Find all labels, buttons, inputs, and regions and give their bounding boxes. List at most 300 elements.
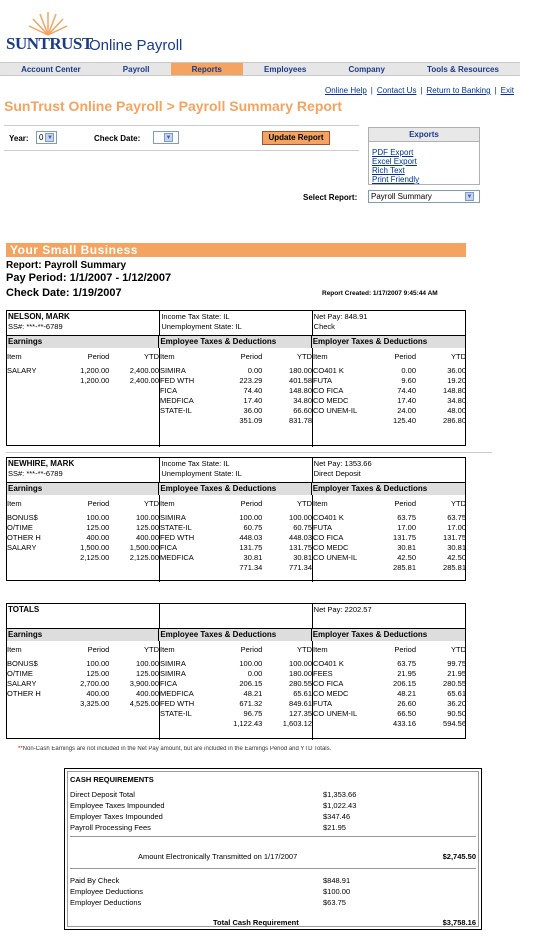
pdf-export-link[interactable]: PDF Export — [372, 148, 414, 157]
period-value: 21.95 — [397, 669, 416, 678]
item-name: FEES — [313, 669, 333, 678]
state-info — [159, 311, 311, 335]
block-header — [7, 458, 465, 483]
period-value: 400.00 — [86, 533, 110, 542]
col-period: Period — [394, 352, 416, 361]
period-value: 2,700.00 — [80, 679, 110, 688]
item-name: CO UNEM-IL — [313, 553, 358, 562]
exports-panel — [368, 127, 480, 185]
ytd-value: 65.61 — [447, 689, 466, 698]
ytd-value: 280.55 — [289, 679, 312, 688]
employee-info — [7, 311, 159, 335]
period-value: 448.03 — [239, 533, 263, 542]
col-ytd: YTD — [144, 645, 159, 654]
item-name: CO401 K — [313, 513, 344, 522]
table-row — [160, 533, 312, 543]
earn-column — [7, 348, 160, 447]
ytd-value: 34.80 — [293, 396, 312, 405]
er-column — [313, 495, 466, 582]
ytd-value: 2,400.00 — [129, 376, 159, 385]
item-name — [313, 416, 366, 426]
col-ytd: YTD — [297, 499, 312, 508]
item-name: CO MEDC — [313, 689, 349, 698]
item-name: OTHER H — [7, 689, 41, 698]
column-head-row — [313, 499, 466, 509]
ytd-value: 66.60 — [293, 406, 312, 415]
period-value: 17.00 — [397, 523, 416, 532]
cash-value: $347.46 — [323, 812, 351, 821]
report-name: Report: Payroll Summary — [6, 260, 127, 271]
ytd-value: 100.00 — [136, 513, 159, 522]
table-row — [7, 679, 159, 689]
col-item: Item — [7, 645, 22, 654]
col-ytd: YTD — [451, 645, 466, 654]
nav-tools-resources[interactable]: Tools & Resources — [427, 65, 499, 74]
employee-block-newhire — [6, 457, 466, 581]
check-date-label: Check Date: — [94, 134, 141, 143]
period-value: 125.00 — [86, 669, 110, 678]
ytd-value: 100.00 — [289, 659, 312, 668]
table-row — [313, 709, 466, 719]
item-name: FED WTH — [160, 533, 195, 542]
item-name: CO MEDC — [313, 543, 349, 552]
table-row — [160, 523, 312, 533]
ytd-value: 30.81 — [447, 543, 466, 552]
cash-requirements-box — [64, 768, 482, 930]
totals-block — [6, 603, 466, 739]
item-name: SALARY — [7, 679, 37, 688]
section-headers — [7, 629, 465, 641]
divider — [70, 836, 476, 837]
item-name: FUTA — [313, 523, 333, 532]
table-row — [313, 679, 466, 689]
table-row — [313, 416, 466, 426]
item-name — [313, 719, 366, 729]
divider — [70, 868, 476, 869]
item-name: FED WTH — [160, 376, 195, 385]
ytd-value: 100.00 — [289, 513, 312, 522]
pay-info — [312, 311, 465, 335]
employer-taxes-header: Employer Taxes & Deductions — [312, 629, 465, 641]
item-name: CO UNEM-IL — [313, 709, 358, 718]
block-body — [7, 348, 465, 447]
period-value: 433.16 — [393, 719, 416, 728]
ytd-value: 90.50 — [447, 709, 466, 718]
period-value: 100.00 — [86, 513, 110, 522]
emp-column — [160, 641, 313, 740]
item-name: SALARY — [7, 543, 37, 552]
nav-account-center[interactable]: Account Center — [21, 65, 81, 74]
section-headers — [7, 483, 465, 495]
employer-taxes-header: Employer Taxes & Deductions — [312, 483, 465, 495]
col-item: Item — [313, 645, 328, 654]
pay-info — [312, 604, 465, 628]
period-value: 1,500.00 — [80, 543, 110, 552]
period-value: 125.00 — [86, 523, 110, 532]
employee-info — [7, 458, 159, 482]
chevron-down-icon: ▼ — [466, 194, 473, 201]
item-name: CO UNEM-IL — [313, 406, 358, 415]
sun-logo-icon — [28, 8, 68, 36]
earn-column — [7, 495, 160, 582]
excel-export-link[interactable]: Excel Export — [372, 157, 417, 166]
period-value: 400.00 — [86, 689, 110, 698]
period-value: 1,122.43 — [233, 719, 263, 728]
cash-label: Employer Taxes Impounded — [70, 812, 163, 821]
item-name — [160, 416, 213, 426]
period-value: 26.60 — [397, 699, 416, 708]
col-ytd: YTD — [451, 352, 466, 361]
item-name — [160, 719, 213, 729]
employee-info — [7, 604, 159, 628]
col-item: Item — [7, 352, 22, 361]
ytd-value: 849.61 — [289, 699, 312, 708]
employee-taxes-header: Employee Taxes & Deductions — [159, 483, 311, 495]
chevron-down-icon: ▼ — [165, 135, 172, 142]
col-period: Period — [394, 499, 416, 508]
item-name: FUTA — [313, 699, 333, 708]
utility-links: Online Help | Contact Us | Return to Banking | Exit — [324, 86, 514, 95]
item-name: FUTA — [313, 376, 333, 385]
ytd-value: 594.56 — [443, 719, 466, 728]
net-pay: Net Pay: 848.91 — [313, 312, 368, 321]
col-period: Period — [240, 352, 263, 361]
table-row — [313, 669, 466, 679]
item-name: MEDFICA — [160, 396, 194, 405]
col-period: Period — [87, 352, 110, 361]
cash-title: CASH REQUIREMENTS — [70, 775, 154, 784]
emp-column — [160, 348, 313, 447]
ytd-value: 771.34 — [289, 563, 312, 572]
ytd-value: 131.75 — [289, 543, 312, 552]
period-value: 42.50 — [397, 553, 416, 562]
table-row — [7, 669, 159, 679]
earnings-header: Earnings — [7, 336, 159, 348]
report-created: Report Created: 1/17/2007 9:45:44 AM — [322, 290, 438, 297]
col-ytd: YTD — [144, 352, 159, 361]
column-head-row — [7, 645, 159, 655]
item-name: CO FICA — [313, 679, 344, 688]
col-period: Period — [87, 499, 110, 508]
pay-info — [312, 458, 465, 482]
ssn: SS#: ***-**-6789 — [8, 322, 63, 331]
table-row — [313, 523, 466, 533]
chevron-down-icon: ▼ — [46, 135, 53, 142]
state-info — [159, 604, 311, 628]
col-item: Item — [313, 352, 328, 361]
period-value: 17.40 — [243, 396, 263, 405]
period-value: 2,125.00 — [80, 553, 110, 562]
emp-column — [160, 495, 313, 582]
period-value: 30.81 — [397, 543, 416, 552]
app-name: Online Payroll — [89, 37, 183, 54]
cash-value: $100.00 — [323, 887, 351, 896]
print-friendly-link[interactable]: Print Friendly — [372, 175, 420, 184]
state-info — [159, 458, 311, 482]
ytd-value: 1,500.00 — [129, 543, 159, 552]
period-value: 131.75 — [393, 533, 416, 542]
col-item: Item — [313, 499, 328, 508]
ytd-value: 3,900.00 — [129, 679, 159, 688]
cash-value: $63.75 — [323, 898, 346, 907]
item-name: O/TIME — [7, 669, 33, 678]
table-row — [7, 376, 159, 386]
item-name: STATE-IL — [160, 709, 192, 718]
table-row — [7, 659, 159, 669]
table-row — [160, 366, 312, 376]
table-row — [160, 679, 312, 689]
nav-reports[interactable]: Reports — [171, 63, 243, 75]
total-value: $3,758.16 — [442, 918, 476, 927]
table-row — [313, 699, 466, 709]
item-name — [7, 699, 60, 709]
exit-link[interactable]: Exit — [500, 86, 514, 95]
return-to-banking-link[interactable]: Return to Banking — [426, 86, 491, 95]
item-name — [160, 563, 213, 573]
ytd-value: 34.80 — [447, 396, 466, 405]
ytd-value: 99.75 — [447, 659, 466, 668]
ytd-value: 30.81 — [293, 553, 312, 562]
period-value: 48.21 — [243, 689, 263, 698]
unemployment-state: Unemployment State: IL — [161, 469, 242, 478]
select-report-label: Select Report: — [303, 193, 358, 202]
period-value: 63.75 — [397, 659, 416, 668]
er-column — [313, 348, 466, 447]
period-value: 223.29 — [239, 376, 263, 385]
ytd-value: 401.58 — [289, 376, 312, 385]
employee-name: NEWHIRE, MARK — [8, 459, 75, 468]
block-header — [7, 311, 465, 336]
ytd-value: 60.75 — [293, 523, 312, 532]
block-header — [7, 604, 465, 629]
item-name: CO401 K — [313, 659, 344, 668]
table-row — [160, 543, 312, 553]
period-value: 351.09 — [239, 416, 263, 425]
col-item: Item — [7, 499, 22, 508]
item-name: CO FICA — [313, 386, 344, 395]
employee-name: NELSON, MARK — [8, 312, 70, 321]
divider — [6, 452, 492, 453]
ytd-value: 148.80 — [443, 386, 466, 395]
ytd-value: 48.00 — [447, 406, 466, 415]
period-value: 0.00 — [247, 366, 263, 375]
select-report-dropdown[interactable]: Payroll Summary ▼ — [368, 190, 480, 203]
ytd-value: 180.00 — [289, 669, 312, 678]
col-period: Period — [240, 499, 263, 508]
table-row — [160, 689, 312, 699]
period-value: 74.40 — [243, 386, 263, 395]
table-row — [313, 366, 466, 376]
check-date: Check Date: 1/19/2007 — [6, 287, 122, 299]
table-row — [313, 533, 466, 543]
period-value: 771.34 — [239, 563, 263, 572]
ytd-value: 448.03 — [289, 533, 312, 542]
table-row — [160, 376, 312, 386]
item-name: CO MEDC — [313, 396, 349, 405]
item-name: MEDFICA — [160, 553, 194, 562]
exports-title: Exports — [369, 128, 479, 142]
ytd-value: 21.95 — [447, 669, 466, 678]
ytd-value: 125.00 — [136, 523, 159, 532]
table-row — [313, 659, 466, 669]
table-row — [7, 533, 159, 543]
ytd-value: 4,525.00 — [129, 699, 159, 708]
table-row — [160, 699, 312, 709]
period-value: 9.60 — [401, 376, 416, 385]
table-row — [313, 406, 466, 416]
period-value: 100.00 — [86, 659, 110, 668]
cash-label: Paid By Check — [70, 876, 120, 885]
cash-value: $21.95 — [323, 823, 346, 832]
item-name: SIMIRA — [160, 659, 186, 668]
ytd-value: 125.00 — [136, 669, 159, 678]
employee-taxes-header: Employee Taxes & Deductions — [159, 336, 311, 348]
pay-method: Direct Deposit — [313, 469, 361, 478]
table-row — [313, 719, 466, 729]
ytd-value: 17.00 — [447, 523, 466, 532]
item-name: FICA — [160, 386, 178, 395]
table-row — [160, 659, 312, 669]
col-ytd: YTD — [144, 499, 159, 508]
income-tax-state: Income Tax State: IL — [161, 459, 230, 468]
table-row — [313, 376, 466, 386]
period-value: 125.40 — [393, 416, 416, 425]
item-name: FED WTH — [160, 699, 195, 708]
period-value: 60.75 — [243, 523, 263, 532]
period-value: 100.00 — [239, 659, 263, 668]
ytd-value: 42.50 — [447, 553, 466, 562]
contact-us-link[interactable]: Contact Us — [376, 86, 417, 95]
table-row — [313, 553, 466, 563]
cash-value: $1,022.43 — [323, 801, 357, 810]
pay-period: Pay Period: 1/1/2007 - 1/12/2007 — [6, 272, 172, 284]
item-name — [7, 553, 60, 563]
block-body — [7, 641, 465, 740]
col-period: Period — [87, 645, 110, 654]
net-pay: Net Pay: 1353.66 — [313, 459, 372, 468]
update-report-button[interactable]: Update Report — [262, 131, 330, 145]
cash-label: Employee Deductions — [70, 887, 143, 896]
period-value: 96.75 — [243, 709, 263, 718]
check-date-select[interactable] — [153, 131, 179, 144]
cash-value: $1,353.66 — [323, 790, 357, 799]
period-value: 3,325.00 — [80, 699, 110, 708]
period-value: 206.15 — [393, 679, 416, 688]
cash-value: $848.91 — [323, 876, 351, 885]
period-value: 30.81 — [243, 553, 263, 562]
table-row — [7, 513, 159, 523]
ytd-value: 131.75 — [443, 533, 466, 542]
col-period: Period — [394, 645, 416, 654]
column-head-row — [7, 499, 159, 509]
column-head-row — [160, 645, 312, 655]
period-value: 63.75 — [397, 513, 416, 522]
col-item: Item — [160, 352, 175, 361]
ytd-value: 100.00 — [136, 659, 159, 668]
item-name — [313, 563, 366, 573]
cash-label: Employee Taxes Impounded — [70, 801, 165, 810]
item-name: MEDFICA — [160, 689, 194, 698]
table-row — [313, 543, 466, 553]
er-column — [313, 641, 466, 740]
nav-payroll[interactable]: Payroll — [122, 65, 150, 74]
table-row — [7, 689, 159, 699]
net-pay: Net Pay: 2202.57 — [313, 605, 372, 614]
nav-company[interactable]: Company — [348, 65, 385, 74]
table-row — [7, 366, 159, 376]
table-row — [313, 563, 466, 573]
suntrust-logo[interactable]: SUNTRUST — [6, 34, 93, 53]
ytd-value: 285.81 — [443, 563, 466, 572]
col-period: Period — [240, 645, 263, 654]
business-name-band: Your Small Business — [6, 243, 466, 257]
table-row — [7, 543, 159, 553]
table-row — [160, 513, 312, 523]
period-value: 66.50 — [397, 709, 416, 718]
period-value: 48.21 — [397, 689, 416, 698]
block-body — [7, 495, 465, 582]
unemployment-state: Unemployment State: IL — [161, 322, 242, 331]
ytd-value: 2,400.00 — [129, 366, 159, 375]
col-ytd: YTD — [297, 352, 312, 361]
table-row — [160, 396, 312, 406]
table-row — [313, 396, 466, 406]
table-row — [313, 689, 466, 699]
ytd-value: 400.00 — [136, 689, 159, 698]
table-row — [7, 553, 159, 563]
employee-taxes-header: Employee Taxes & Deductions — [159, 629, 311, 641]
non-cash-note: **Non-Cash Earnings are not included in the Net Pay amount, but are included in the Earnings Period and YTD Totals. — [18, 746, 332, 752]
year-select[interactable]: 0 ▼ — [36, 131, 57, 144]
ytd-value: 180.00 — [289, 366, 312, 375]
period-value: 100.00 — [239, 513, 263, 522]
period-value: 1,200.00 — [80, 366, 110, 375]
item-name: FICA — [160, 543, 178, 552]
period-value: 24.00 — [397, 406, 416, 415]
col-item: Item — [160, 499, 175, 508]
ytd-value: 400.00 — [136, 533, 159, 542]
item-name: FICA — [160, 679, 178, 688]
year-label: Year: — [9, 134, 29, 143]
period-value: 671.32 — [239, 699, 263, 708]
employee-block-nelson — [6, 310, 466, 446]
table-row — [160, 386, 312, 396]
item-name: OTHER H — [7, 533, 41, 542]
ytd-value: 36.00 — [447, 366, 466, 375]
table-row — [160, 563, 312, 573]
table-row — [160, 553, 312, 563]
employee-name: TOTALS — [8, 605, 40, 614]
table-row — [7, 699, 159, 709]
earnings-header: Earnings — [7, 629, 159, 641]
section-headers — [7, 336, 465, 348]
period-value: 1,200.00 — [80, 376, 110, 385]
column-head-row — [160, 352, 312, 362]
nav-employees[interactable]: Employees — [264, 65, 307, 74]
table-row — [313, 513, 466, 523]
item-name: CO FICA — [313, 533, 344, 542]
col-item: Item — [160, 645, 175, 654]
rich-text-link[interactable]: Rich Text — [372, 166, 405, 175]
table-row — [7, 523, 159, 533]
period-value: 0.00 — [401, 366, 416, 375]
item-name: O/TIME — [7, 523, 33, 532]
table-row — [313, 386, 466, 396]
pay-method: Check — [313, 322, 335, 331]
period-value: 131.75 — [239, 543, 263, 552]
online-help-link[interactable]: Online Help — [324, 86, 367, 95]
page-title: SunTrust Online Payroll > Payroll Summary Report — [4, 98, 343, 114]
